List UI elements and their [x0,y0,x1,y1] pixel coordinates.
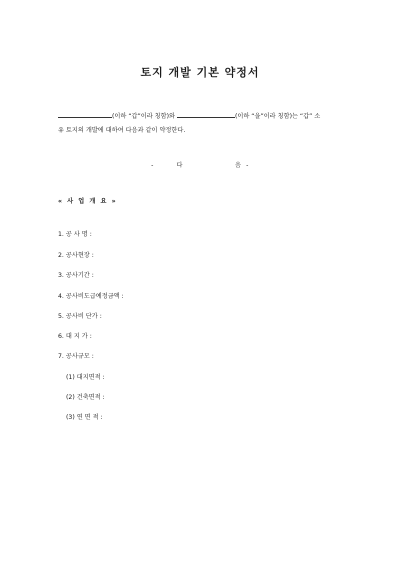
heading-dash-right: - [246,162,249,169]
heading-dash-left: - [151,162,154,169]
item-site: 2. 공사현장 : [58,252,94,259]
sub-item-total-floor-area: (3) 연 면 적 : [66,414,103,421]
intro-line-2: 유 토지의 개발에 대하여 다음과 같이 약정한다. [58,127,186,134]
item-land-price: 6. 대 지 가 : [58,333,92,340]
intro-paragraph [58,110,348,138]
heading-word-2: 음 [235,162,242,169]
item-scale: 7. 공사규모 : [58,353,94,360]
intro-text-a: (이하 “갑”이라 칭함)와 [112,113,175,120]
section-title: « 사 업 개 요 » [58,198,118,205]
party-b-blank [177,110,235,118]
sub-item-land-area: (1) 대지면적 : [66,374,105,381]
item-period: 3. 공사기간 : [58,272,94,279]
sub-item-building-area: (2) 건축면적 : [66,394,105,401]
document-title: 토지 개발 기본 약정서 [140,66,260,79]
item-contract-amount: 4. 공사비도급예정금액 : [58,293,124,300]
item-project-name: 1. 공 사 명 : [58,231,92,238]
intro-line-1 [58,110,348,124]
item-unit-price: 5. 공사비 단가 : [58,313,102,320]
heading-word-1: 다 [176,162,183,169]
party-a-blank [58,110,112,118]
intro-text-b: (이하 “을”이라 칭함)는 “갑” 소 [234,113,321,120]
following-heading [0,160,400,169]
